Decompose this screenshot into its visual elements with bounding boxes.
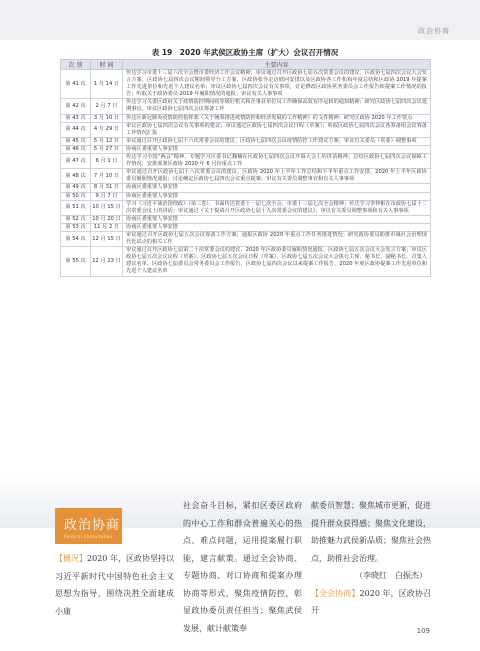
session-no: 第 54 次 (61, 231, 91, 246)
page-number: 109 (416, 627, 430, 635)
session-date: 3 月 10 日 (91, 114, 123, 122)
session-content: 协商区委重要人事安排 (123, 215, 431, 223)
session-content: 传达学习关委区政府关于疫情防控期间疫等级好机关和企事业单位员工作确保高效有序运转的通知精神；研究区政协七届四次会议延期事宜，审议区政协七届四次会议筹备工作 (123, 99, 431, 114)
session-content: 协商区委重要人事安排 (123, 145, 431, 153)
session-no: 第 47 次 (61, 154, 91, 169)
session-no: 第 51 次 (61, 200, 91, 215)
session-content: 学习《习近平谈治国理政》（第三卷），书面传达省委十一届七次全会、市委十三届七次全会精神；传达学习李仲彬在市政协七届十二次常委会议上的讲话；审议通过《关于提请召开区政协七届十九次常委会议的建议》；审议有关委员调整事项和有关人事事项 (123, 200, 431, 215)
body-column-3 (311, 497, 431, 620)
session-date: 4 月 29 日 (91, 122, 123, 137)
body-column-1 (55, 550, 174, 620)
session-date: 12 月 23 日 (91, 247, 123, 276)
session-content: 审议通过召开区政协七届十六次常委会议的建议、区政协七届四次会议疫情防控工作建议方案；审议有关委员（常委）调整事项 (123, 137, 431, 145)
session-content: 传达学习市委十三届六次全会暨市委经济工作会议精神；审议通过召开区政协七届五次常委会议的建议、区政协七届四次会议大会发言方案、区政协七届四次会议期间领导分工方案、区政协张导走访慰问安排以及区政协各工作机构年度总结和区政协 2019 年提案工作先进单位和先进个人建议名单；审议区政协七届四次会议有关事项，讨论修改区政协常务委员会工作报告和提案工作情况的报告；听取关于政协委员 2019 年履职情况的通报；审议有关人事事项 (123, 70, 431, 99)
session-content: 审议通过召开区政协七届第二十次常委会议的建议、2020 年区政协委员履职情况通报、区政协七届五次会议大会发言方案；审议区政协七届五次会议议程（草案）、区政协七届五次会议日程（草案）、区政协七届五次会议大会执行主席、秘书长、副秘书长、召集人建议名单、区政协七届委员会常务委员会工作报告、区政协七届四次会议以来提案工作报告、2020 年度区政协提案工作先进单位和先进个人建议名单 (123, 247, 431, 276)
table-header-row (61, 60, 431, 70)
banner-title: 政治协商 (64, 518, 121, 533)
table-row (61, 99, 431, 114)
table-row (61, 184, 431, 192)
session-no: 第 42 次 (61, 99, 91, 114)
session-date: 10 月 20 日 (92, 215, 121, 222)
session-date: 6 月 1 日 (91, 154, 123, 169)
session-content: 审议通过召开区政协七届五次会议筹备工作方案；通报区政协 2020 年重点工作任务推进情况；研究政协委员助推市域社会治理现代化试点的相关工作 (123, 231, 431, 246)
author-signature: （李晓红 白振杰） (355, 571, 427, 580)
session-content: 审议通过召开区政协七届十八次常委会议的建议、区政协 2020 年上半年工作总结和下半年重点工作安排、2020 年上半年区政协委员履职情况通报；讨论确定区政协七届四次会议重点提案；审议有关委员调整事宜和有关人事事项 (123, 169, 431, 184)
banner-subtitle: Political Consultation (64, 534, 113, 539)
session-date: 1 月 14 日 (91, 70, 123, 99)
session-content: 传达学习全国“两会”精神，专题学习区委书记魏楠在区政协七届四次会议开幕大会上的讲话精神；总结区政协七届四次会议保障工作情况；安排部署区政协 2020 年 6 月份重点工作 (123, 154, 431, 169)
overview-tag: 【概况】 (55, 554, 88, 563)
session-date: 2 月 7 日 (91, 99, 123, 114)
session-content: 协商区委重要人事安排 (123, 192, 431, 200)
table-row (61, 223, 431, 231)
table-row (61, 114, 431, 122)
session-content: 协商区委重要人事安排 (123, 223, 431, 231)
session-no: 第 50 次 (61, 192, 91, 200)
session-date: 5 月 12 日 (91, 137, 123, 145)
header-session: 次 别 (61, 60, 91, 70)
session-content: 协商区委重要人事安排 (123, 184, 431, 192)
session-no: 第 55 次 (61, 247, 91, 276)
table-row (61, 154, 431, 169)
table-row (61, 145, 431, 153)
session-date: 10 月 15 日 (91, 200, 123, 215)
session-no: 第 48 次 (61, 169, 91, 184)
session-no: 第 45 次 (61, 137, 91, 145)
table-row (61, 122, 431, 137)
table-row (61, 169, 431, 184)
session-date: 5 月 27 日 (91, 145, 123, 153)
session-date: 9 月 7 日 (91, 192, 123, 200)
session-no: 第 41 次 (61, 70, 91, 99)
table-row (61, 137, 431, 145)
overview-paragraph (55, 550, 174, 620)
section-banner (55, 508, 122, 544)
session-no: 第 43 次 (61, 114, 91, 122)
plenary-tag: 【全会协商】 (311, 588, 360, 598)
session-no: 第 46 次 (61, 145, 91, 153)
page-header-band (0, 0, 480, 40)
body-paragraph: 献委员智慧；聚焦城市更新，促进提升群众获得感；聚焦文化建设，助推魅力武侯新品质；聚焦社会热点，助推社会治理。 (311, 501, 431, 563)
session-content: 审议区政协七届四次会议有关事项的建议；审议通过区政协七届四次会议日程（草案）；听取区政协七届四次会议各筹备组会议筹备工作情况汇报 (123, 122, 431, 137)
table-row (61, 192, 431, 200)
section-label: 政治协商 (418, 27, 450, 35)
table-row (61, 231, 431, 246)
session-date: 11 月 2 日 (91, 223, 123, 231)
body-paragraph: 社会奋斗目标，紧扣区委区政府的中心工作和群众普遍关心的热点、难点问题，运用提案履行职能，建言献策。通过全会协商、专题协商、对口协商和提案办理协商等形式，聚焦疫情防控，彰显政协委员责任担当；聚焦武侯发展，献计献策奉 (183, 501, 302, 633)
table-row (61, 70, 431, 99)
session-date: 12 月 15 日 (91, 231, 123, 246)
table-title: 表 19 2020 年武侯区政协主席（扩大）会议召开情况 (151, 48, 339, 57)
overview-text: 2020 年，区政协坚持以习近平新时代中国特色社会主义思想为指导，围绕决胜全面建成小康 (55, 554, 174, 616)
header-date: 时 间 (91, 60, 123, 70)
session-date: 8 月 31 日 (91, 184, 123, 192)
body-column-2 (183, 497, 302, 637)
table-row (61, 247, 431, 276)
session-no: 第 49 次 (61, 184, 91, 192)
table-row (61, 200, 431, 215)
session-no: 第 53 次 (61, 223, 91, 231)
header-content: 主要内容 (123, 60, 431, 70)
session-content: 传达区新冠肺炎疫情防控指挥部《关于统筹推进疫情防控和经济发展的工作精神》的文件精神；研究区政协 2020 年工作要点 (123, 114, 431, 122)
plenary-paragraph (311, 585, 431, 620)
plenary-text: 2020 年，区政协召开 (311, 588, 431, 615)
session-no: 第 52 次 (61, 215, 91, 223)
table-row (61, 215, 431, 223)
session-no: 第 44 次 (61, 122, 91, 137)
meetings-table (60, 59, 431, 277)
session-date: 7 月 10 日 (91, 169, 123, 184)
